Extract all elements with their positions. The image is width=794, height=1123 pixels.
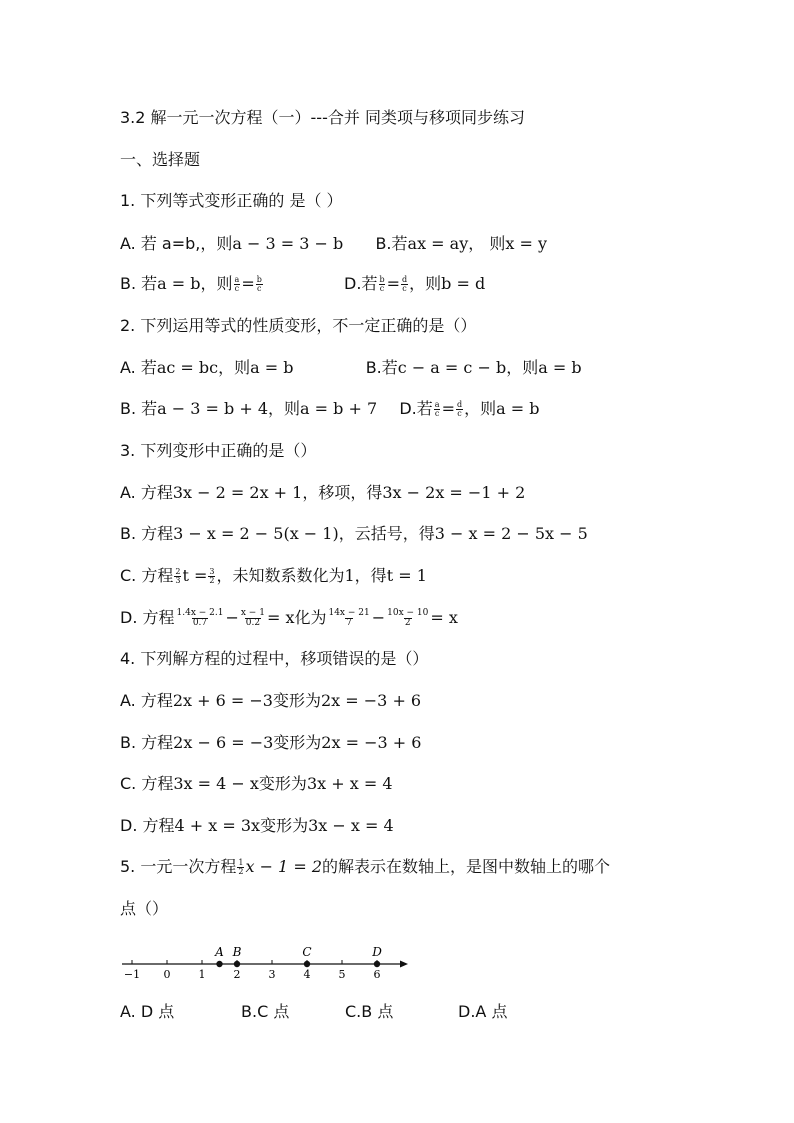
q3-c-frac1: $\frac{2}{3}$ bbox=[175, 567, 181, 585]
q1-stem: 1. 下列等式变形正确的 是（ ） bbox=[120, 191, 343, 210]
q3-option-c-label: C. 方程 bbox=[120, 566, 174, 585]
q2-option-b2-mid: ，则 bbox=[268, 399, 301, 418]
q1-option-b2-expr1: a = b bbox=[157, 274, 201, 293]
q2-options-row2 bbox=[120, 399, 539, 419]
q2-option-b-expr2: a = b bbox=[538, 358, 582, 377]
q3-c-t: t = bbox=[182, 566, 208, 585]
q4-option-a-mid: 变形为 bbox=[272, 691, 321, 710]
q2-option-b2-label: B. 若 bbox=[120, 399, 158, 418]
point-b bbox=[234, 961, 240, 967]
q2-option-b-mid: ，则 bbox=[506, 358, 539, 377]
point-a bbox=[216, 961, 222, 967]
q1-option-b2-mid: ，则 bbox=[200, 274, 233, 293]
q1-b2-frac1: $\frac{a}{c}$ bbox=[234, 275, 240, 293]
q4-option-c-mid: 变形为 bbox=[258, 774, 307, 793]
q3-d-minus: − bbox=[225, 608, 239, 627]
q3-option-a-expr1: 3x − 2 = 2x + 1 bbox=[172, 483, 303, 502]
q1-d-frac1: $\frac{b}{c}$ bbox=[379, 275, 385, 293]
q1-d-frac2: $\frac{d}{c}$ bbox=[401, 275, 408, 293]
q5-stem-post: 的解表示在数轴上，是图中数轴上的哪个 bbox=[322, 857, 611, 876]
q4-option-c bbox=[120, 774, 393, 794]
q2-option-b2-expr2: a = b + 7 bbox=[300, 399, 378, 418]
q4-option-a-expr2: 2x = −3 + 6 bbox=[320, 691, 422, 710]
q3-option-c-expr: t = 1 bbox=[386, 566, 427, 585]
q3-d-eqx: = x bbox=[266, 608, 295, 627]
axis-arrow-icon bbox=[400, 961, 408, 968]
point-label: D bbox=[372, 945, 382, 959]
q4-stem: 4. 下列解方程的过程中，移项错误的是（） bbox=[120, 649, 429, 668]
q3-option-c bbox=[120, 566, 427, 586]
q4-option-c-expr2: 3x + x = 4 bbox=[306, 774, 393, 793]
tick-label: 3 bbox=[268, 968, 276, 981]
q4-option-d bbox=[120, 816, 394, 836]
q4-option-d-expr1: 4 + x = 3x bbox=[174, 816, 261, 835]
q2-option-d-label: D.若 bbox=[399, 399, 433, 418]
q5-frac: $\frac{1}{2}$ bbox=[238, 858, 244, 876]
q3-d-eqx2: = x bbox=[430, 608, 458, 627]
q1-option-b-mid: ， 则 bbox=[468, 234, 506, 253]
q3-option-b-expr1: 3 − x = 2 − 5(x − 1) bbox=[173, 524, 339, 543]
q4-option-d-expr2: 3x − x = 4 bbox=[308, 816, 394, 835]
q3-d-frac1: $\frac{1.4x - 2.1}{0.7}$ bbox=[176, 608, 224, 628]
q1-options-row2 bbox=[120, 274, 485, 294]
q5-option-d: D.A 点 bbox=[458, 1002, 508, 1021]
q3-d-frac3: $\frac{14x - 21}{7}$ bbox=[328, 608, 370, 628]
q3-option-a bbox=[120, 483, 525, 503]
q3-option-b bbox=[120, 524, 588, 544]
tick-label: 0 bbox=[163, 968, 171, 981]
point-d bbox=[374, 961, 380, 967]
q2-option-a-expr1: ac = bc bbox=[156, 358, 219, 377]
q1-options-row1 bbox=[120, 234, 547, 254]
q2-d-frac1: $\frac{a}{c}$ bbox=[434, 400, 440, 418]
tick-label: 6 bbox=[373, 968, 381, 981]
q5-option-c: C.B 点 bbox=[345, 1002, 394, 1021]
point-label: B bbox=[232, 945, 242, 959]
q1-option-b2-label: B. 若 bbox=[120, 274, 158, 293]
q3-option-d-label: D. 方程 bbox=[120, 608, 175, 627]
number-line-figure bbox=[118, 942, 410, 984]
q5-option-a: A. D 点 bbox=[120, 1002, 175, 1021]
point-label: C bbox=[302, 945, 312, 959]
q4-option-b-mid: 变形为 bbox=[273, 733, 322, 752]
q3-c-frac2: $\frac{3}{2}$ bbox=[209, 567, 215, 585]
q3-option-d-mid: 化为 bbox=[294, 608, 327, 627]
q4-option-a bbox=[120, 691, 421, 711]
q3-option-c-one: 1 bbox=[344, 566, 355, 585]
q1-option-b-expr2: x = y bbox=[505, 234, 547, 253]
q4-option-d-label: D. 方程 bbox=[120, 816, 175, 835]
q4-option-b-expr1: 2x − 6 = −3 bbox=[173, 733, 274, 752]
q1-option-d-label: D.若 bbox=[344, 274, 378, 293]
q3-option-a-mid: ，移项，得 bbox=[302, 483, 383, 502]
q3-option-a-label: A. 方程 bbox=[120, 483, 173, 502]
q2-stem: 2. 下列运用等式的性质变形，不一定正确的是（） bbox=[120, 316, 477, 335]
q3-option-d bbox=[120, 608, 458, 628]
section-heading: 一、选择题 bbox=[120, 150, 201, 169]
q4-option-a-expr1: 2x + 6 = −3 bbox=[172, 691, 273, 710]
q4-option-b bbox=[120, 733, 421, 753]
q1-option-a-expr: a − 3 = 3 − b bbox=[232, 234, 344, 253]
q1-option-b-expr1: ax = ay bbox=[407, 234, 469, 253]
q3-option-b-mid: ，云括号，得 bbox=[338, 524, 435, 543]
q5-option-b: B.C 点 bbox=[241, 1002, 290, 1021]
q3-option-a-expr2: 3x − 2x = −1 + 2 bbox=[382, 483, 526, 502]
q4-option-c-expr1: 3x = 4 − x bbox=[173, 774, 259, 793]
q4-option-b-expr2: 2x = −3 + 6 bbox=[321, 733, 422, 752]
q3-option-c-mid: ，未知数系数化为 bbox=[216, 566, 345, 585]
q2-option-b2-expr1: a − 3 = b + 4 bbox=[157, 399, 269, 418]
q2-option-d-expr: a = b bbox=[496, 399, 540, 418]
q1-b2-frac2: $\frac{b}{c}$ bbox=[256, 275, 262, 293]
q1-b2-eq: = bbox=[241, 274, 255, 293]
point-c bbox=[304, 961, 310, 967]
q2-d-frac2: $\frac{d}{c}$ bbox=[456, 400, 463, 418]
q1-option-b-label: B.若 bbox=[375, 234, 408, 253]
q5-stem bbox=[120, 857, 610, 877]
tick-label: 4 bbox=[303, 968, 311, 981]
q2-option-a-expr2: a = b bbox=[250, 358, 294, 377]
q5-stem-pre: 5. 一元一次方程 bbox=[120, 857, 237, 876]
q4-option-a-label: A. 方程 bbox=[120, 691, 173, 710]
q1-option-d-mid: ，则 bbox=[409, 274, 442, 293]
point-label: A bbox=[215, 945, 224, 959]
q2-option-b-label: B.若 bbox=[365, 358, 398, 377]
q2-option-d-mid: ，则 bbox=[464, 399, 497, 418]
tick-label: −1 bbox=[123, 968, 141, 981]
q4-option-c-label: C. 方程 bbox=[120, 774, 174, 793]
q3-option-c-mid2: ，得 bbox=[354, 566, 387, 585]
q1-d-eq: = bbox=[386, 274, 400, 293]
q1-option-a-label: A. 若 a=b,，则 bbox=[120, 234, 233, 253]
page-title: 3.2 解一元一次方程（一）---合并 同类项与移项同步练习 bbox=[120, 108, 525, 127]
q3-d-frac2: $\frac{x - 1}{0.2}$ bbox=[240, 608, 265, 628]
tick-label: 2 bbox=[233, 968, 241, 981]
tick-label: 5 bbox=[338, 968, 346, 981]
q4-option-d-mid: 变形为 bbox=[260, 816, 309, 835]
q2-option-a-label: A. 若 bbox=[120, 358, 157, 377]
q4-option-b-label: B. 方程 bbox=[120, 733, 174, 752]
q5-expr: x − 1 = 2 bbox=[245, 857, 322, 876]
q3-option-b-label: B. 方程 bbox=[120, 524, 174, 543]
q3-stem: 3. 下列变形中正确的是（） bbox=[120, 441, 317, 460]
q5-stem-line2: 点（） bbox=[120, 899, 169, 918]
q3-option-b-expr2: 3 − x = 2 − 5x − 5 bbox=[434, 524, 588, 543]
q3-d-frac4: $\frac{10x - 10}{2}$ bbox=[387, 608, 429, 628]
q3-d-minus2: − bbox=[371, 608, 386, 627]
tick-label: 1 bbox=[198, 968, 206, 981]
q2-option-a-mid: ，则 bbox=[218, 358, 251, 377]
q2-options-row1 bbox=[120, 358, 582, 378]
q1-option-d-expr: b = d bbox=[441, 274, 486, 293]
q2-option-b-expr1: c − a = c − b bbox=[397, 358, 507, 377]
q2-d-eq: = bbox=[441, 399, 455, 418]
